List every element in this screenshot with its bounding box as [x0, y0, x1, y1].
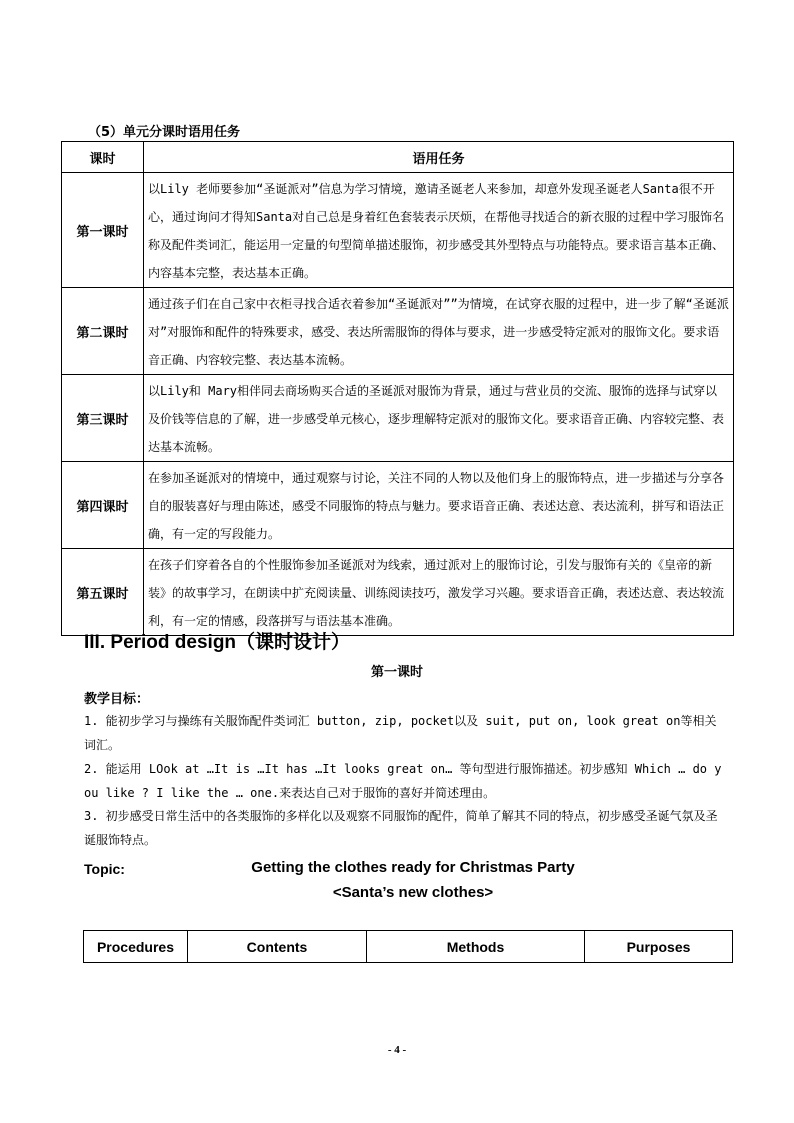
topic-title: Getting the clothes ready for Christmas Party [251, 859, 575, 876]
lesson-title: 第一课时 [370, 665, 423, 680]
procedure-header-row [84, 931, 733, 963]
table-row [62, 288, 734, 375]
goals-label: 教学目标： [84, 692, 150, 707]
task-table [61, 141, 734, 636]
topic-subtitle: <Santa’s new clothes> [332, 884, 494, 901]
row-label: 第四课时 [62, 462, 144, 549]
row-text: 在参加圣诞派对的情境中，通过观察与讨论，关注不同的人物以及他们身上的服饰特点，进一步描述与分享各自的服装喜好与理由陈述，感受不同服饰的特点与魅力。要求语音正确、表述达意、表达流利，拼写和语法正确，有一定的写段能力。 [144, 462, 734, 549]
header-methods: Methods [367, 931, 585, 963]
header-contents: Contents [188, 931, 367, 963]
page-number: - 4 - [387, 1044, 407, 1056]
header-purposes: Purposes [585, 931, 733, 963]
goal-item: 2. 能运用 LOok at …It is …It has …It looks great on… 等句型进行服饰描述。初步感知 Which … do you like ? I like the … one.来表达自己对于服饰的喜好并简述理由。 [84, 762, 722, 800]
table-row [62, 462, 734, 549]
goal-item: 3. 初步感受日常生活中的各类服饰的多样化以及观察不同服饰的配件，简单了解其不同的特点，初步感受圣诞气氛及圣诞服饰特点。 [84, 809, 718, 847]
row-text: 通过孩子们在自己家中衣柜寻找合适衣着参加“圣诞派对””为情境，在试穿衣服的过程中，进一步了解“圣诞派对”对服饰和配件的特殊要求，感受、表达所需服饰的得体与要求，进一步感受特定派对的服饰文化。要求语音正确、内容较完整、表达基本流畅。 [144, 288, 734, 375]
goal-item: 1. 能初步学习与操练有关服饰配件类词汇 button, zip, pocket以及 suit, put on, look great on等相关词汇。 [84, 714, 717, 752]
row-text: 以Lily 老师要参加“圣诞派对”信息为学习情境，邀请圣诞老人来参加，却意外发现圣诞老人Santa很不开心，通过询问才得知Santa对自己总是身着红色套装表示厌烦，在帮他寻找适合的新衣服的过程中学习服饰名称及配件类词汇，能运用一定量的句型简单描述服饰，初步感受其外型特点与功能特点。要求语言基本正确、内容基本完整，表达基本正确。 [144, 173, 734, 288]
row-label: 第五课时 [62, 549, 144, 636]
row-text: 以Lily和 Mary相伴同去商场购买合适的圣诞派对服饰为背景，通过与营业员的交流、服饰的选择与试穿以及价钱等信息的了解，进一步感受单元核心，逐步理解特定派对的服饰文化。要求语音正确、内容较完整、表达基本流畅。 [144, 375, 734, 462]
header-procedures: Procedures [84, 931, 188, 963]
row-label: 第三课时 [62, 375, 144, 462]
table-row [62, 173, 734, 288]
table-row [62, 375, 734, 462]
row-text: 在孩子们穿着各自的个性服饰参加圣诞派对为线索，通过派对上的服饰讨论，引发与服饰有关的《皇帝的新装》的故事学习，在朗读中扩充阅读量、训练阅读技巧，激发学习兴趣。要求语音正确，表述达意、表达较流利，有一定的情感，段落拼写与语法基本准确。 [144, 549, 734, 636]
table-row [62, 549, 734, 636]
task-table-header-row [62, 142, 734, 173]
header-task: 语用任务 [144, 142, 734, 173]
procedure-table [83, 930, 733, 963]
row-label: 第二课时 [62, 288, 144, 375]
period-design-heading: III. Period design（课时设计） [84, 632, 351, 653]
section-title: （5）单元分课时语用任务 [88, 125, 241, 140]
header-lesson: 课时 [62, 142, 144, 173]
row-label: 第一课时 [62, 173, 144, 288]
topic-label: Topic: [84, 861, 125, 877]
